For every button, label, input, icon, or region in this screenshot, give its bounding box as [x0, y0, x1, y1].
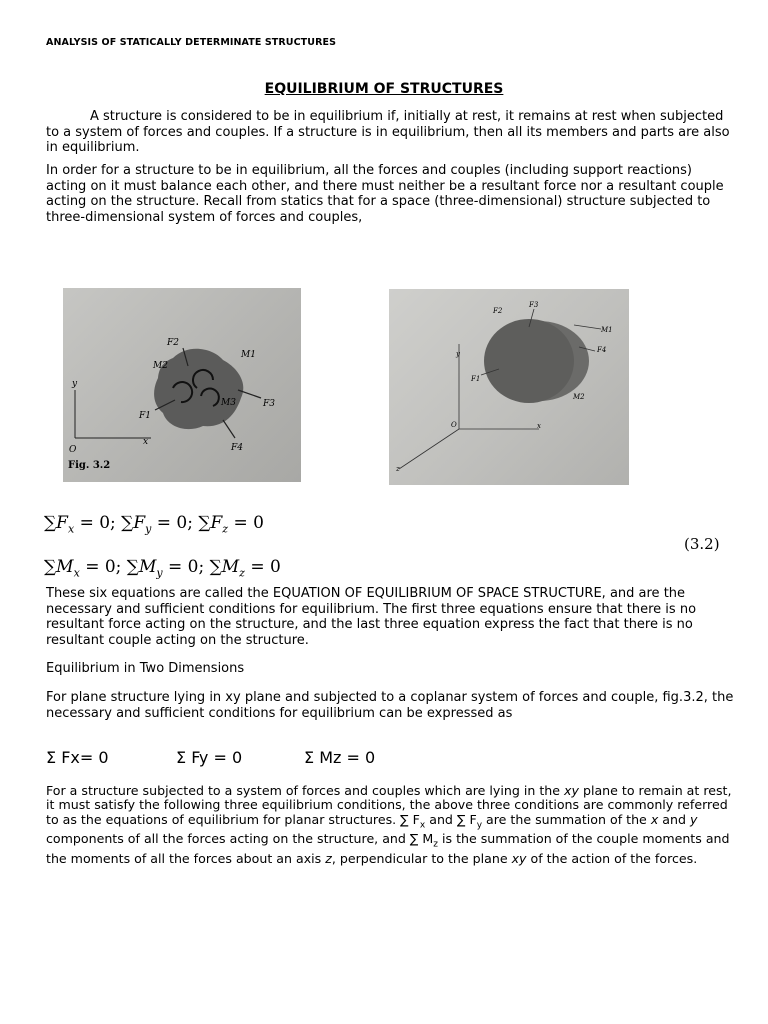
label-m2: M2	[153, 361, 168, 371]
label-y: y	[72, 379, 78, 389]
page-title: EQUILIBRIUM OF STRUCTURES	[264, 81, 504, 97]
label-f4: F4	[597, 346, 607, 354]
label-f1: F1	[471, 375, 481, 383]
axis-z-line	[399, 429, 459, 469]
running-header: ANALYSIS OF STATICALLY DETERMINATE STRUCTURES	[46, 37, 337, 48]
label-y: y	[456, 350, 460, 358]
equation-moment-sums: $\sum M_x = 0$; $\sum M_y = 0$; $\sum M_z = 0$	[44, 557, 281, 580]
body-3d-front	[484, 319, 574, 403]
eq-sum-mz: Σ Mz = 0	[304, 748, 376, 767]
label-f3: F3	[263, 399, 275, 409]
label-o: O	[69, 445, 77, 455]
figure-2d-body	[63, 288, 301, 482]
paragraph-balance: In order for a structure to be in equilibrium, all the forces and couples (including support reactions) acting on it must balance each other, and there must neither be a resultant force nor a resultant couple acting on the structure. Recall from statics that for a space (three-dimensional) structure subjected to three-dimensional system of forces and couples,	[46, 163, 724, 225]
paragraph-conditions: For a structure subjected to a system of forces and couples which are lying in the xy plane to remain at rest, it must satisfy the following three equilibrium conditions, the above three conditions are commonly referred to as the equations of equilibrium for planar structures. ∑ $F_x$ and ∑ $F_y$ are the summation of the x and y components of all the forces acting on the structure, and ∑ $M_z$ is the summation of the couple moments and the moments of all the forces about an axis z, perpendicular to the plane xy of the action of the forces.	[46, 783, 732, 867]
label-m3: M3	[221, 398, 236, 408]
label-m1: M1	[241, 350, 256, 360]
label-z: z	[396, 465, 400, 473]
equation-number: (3.2)	[684, 535, 720, 553]
equations-2d	[46, 748, 375, 767]
label-f4: F4	[231, 443, 243, 453]
paragraph-intro: A structure is considered to be in equilibrium if, initially at rest, it remains at rest when subjected to a system of forces and couples. If a structure is in equilibrium, then all its members and parts are also in equilibrium.	[46, 109, 730, 156]
label-m2: M2	[573, 393, 585, 401]
label-x: x	[537, 422, 541, 430]
paragraph-six-equations: These six equations are called the EQUATION OF EQUILIBRIUM OF SPACE STRUCTURE, and are the necessary and sufficient conditions for equilibrium. The first three equations ensure that there is no resultant force acting on the structure, and the last three equation express the fact that there is no resultant couple acting on the structure.	[46, 586, 697, 648]
label-f1: F1	[139, 411, 151, 421]
eq-sum-fx: Σ Fx= 0	[46, 748, 109, 767]
figure-3d-body	[389, 289, 629, 485]
force-m1	[574, 325, 601, 329]
label-f2: F2	[167, 338, 179, 348]
label-f3: F3	[529, 301, 539, 309]
equation-force-sums: $\sum F_x = 0$; $\sum F_y = 0$; $\sum F_z = 0$	[44, 513, 264, 536]
label-f2: F2	[493, 307, 503, 315]
force-f4	[223, 420, 235, 438]
figure-caption: Fig. 3.2	[68, 460, 111, 471]
label-o: O	[451, 421, 457, 429]
eq-sum-fy: Σ Fy = 0	[176, 748, 243, 767]
label-x: x	[143, 437, 149, 447]
section-heading: Equilibrium in Two Dimensions	[46, 661, 245, 676]
paragraph-plane-structure: For plane structure lying in xy plane and subjected to a coplanar system of forces and couple, fig.3.2, the necessary and sufficient conditions for equilibrium can be expressed as	[46, 690, 734, 721]
label-m1: M1	[601, 326, 613, 334]
